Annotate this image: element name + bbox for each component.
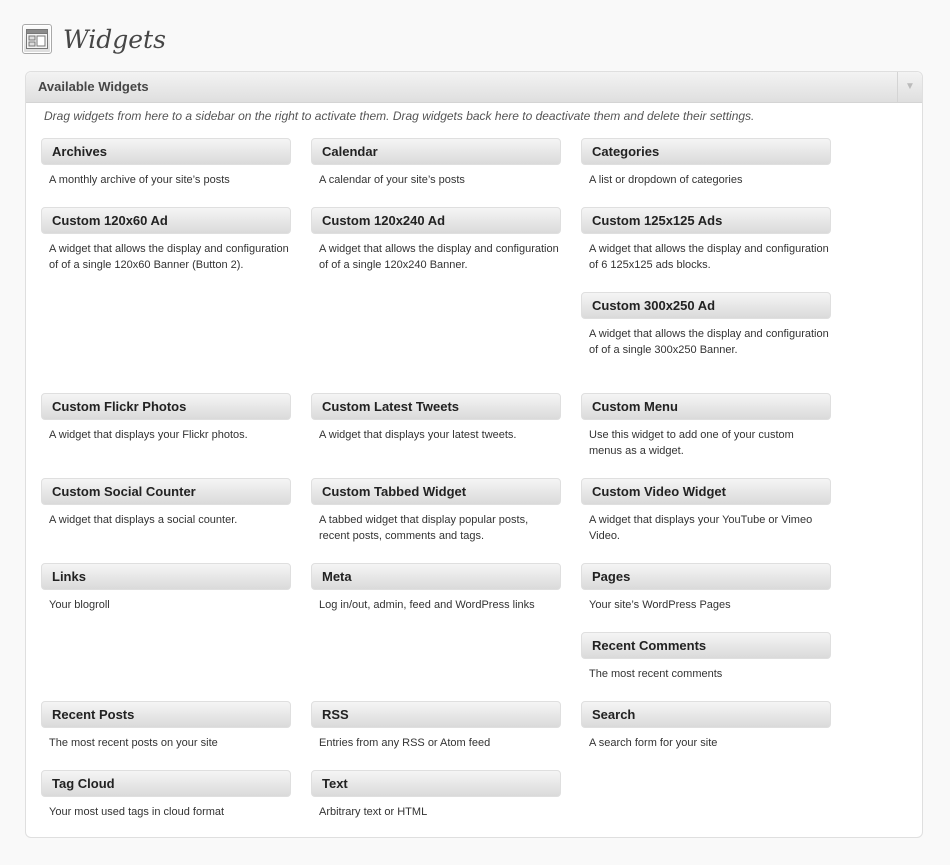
widget-title[interactable]: Calendar [311,138,561,165]
widget-title[interactable]: Custom Social Counter [41,478,291,505]
widget-calendar [311,138,561,188]
widget-description: Entries from any RSS or Atom feed [319,737,491,749]
widget-custom-120x240-ad [311,207,561,273]
widget-search [581,701,831,751]
widget-text [311,770,561,820]
widget-recent-posts [41,701,291,751]
widget-title[interactable]: Custom Menu [581,393,831,420]
widget-categories [581,138,831,188]
widget-custom-video-widget [581,478,831,544]
widget-meta [311,563,561,613]
widget-recent-comments [581,632,831,682]
widget-title[interactable]: Search [581,701,831,728]
widget-title[interactable]: Custom Latest Tweets [311,393,561,420]
widget-description: Your site’s WordPress Pages [589,599,731,611]
widget-description: A widget that displays your YouTube or Vimeo Video. [589,514,813,542]
widget-custom-latest-tweets [311,393,561,443]
widget-title[interactable]: Recent Comments [581,632,831,659]
widget-title[interactable]: Custom 120x60 Ad [41,207,291,234]
widget-custom-flickr-photos [41,393,291,443]
widget-description: Your blogroll [49,599,110,611]
widget-title[interactable]: Tag Cloud [41,770,291,797]
widget-title[interactable]: Custom 125x125 Ads [581,207,831,234]
widget-custom-300x250-ad [581,292,831,358]
widget-description: Your most used tags in cloud format [49,806,225,818]
widget-description: Arbitrary text or HTML [319,806,428,818]
widget-title[interactable]: Text [311,770,561,797]
widget-description: A widget that displays your Flickr photos. [49,429,248,441]
widget-title[interactable]: Categories [581,138,831,165]
widget-description: The most recent posts on your site [49,737,218,749]
panel-header[interactable] [26,72,922,103]
widget-title[interactable]: Custom 300x250 Ad [581,292,831,319]
widget-title[interactable]: Meta [311,563,561,590]
widget-title[interactable]: Links [41,563,291,590]
widget-description: A tabbed widget that display popular posts, recent posts, comments and tags. [319,514,529,542]
widget-description: A widget that allows the display and configuration of of a single 120x60 Banner (Button 2). [49,243,289,271]
panel-title: Available Widgets [38,79,149,94]
widget-rss [311,701,561,751]
triangle-down-icon[interactable]: ▼ [897,72,922,102]
widget-description: Use this widget to add one of your custom menus as a widget. [589,429,794,457]
widget-custom-menu [581,393,831,459]
widget-archives [41,138,291,188]
widget-title[interactable]: Custom Tabbed Widget [311,478,561,505]
widget-tag-cloud [41,770,291,820]
widget-title[interactable]: Custom Flickr Photos [41,393,291,420]
panel-description: Drag widgets from here to a sidebar on the right to activate them. Drag widgets back here to deactivate them and delete their settings. [44,109,755,123]
widget-description: The most recent comments [589,668,723,680]
widget-title[interactable]: Recent Posts [41,701,291,728]
widget-custom-125x125-ads [581,207,831,273]
widget-description: A widget that displays your latest tweets. [319,429,517,441]
available-widgets-panel [25,71,923,838]
widget-pages [581,563,831,613]
widget-description: A list or dropdown of categories [589,174,743,186]
widget-title[interactable]: Custom Video Widget [581,478,831,505]
widget-description: A search form for your site [589,737,718,749]
page-title: Widgets [63,25,166,54]
widget-description: A widget that allows the display and configuration of 6 125x125 ads blocks. [589,243,829,271]
widget-title[interactable]: Custom 120x240 Ad [311,207,561,234]
widget-title[interactable]: RSS [311,701,561,728]
widget-custom-120x60-ad [41,207,291,273]
widgets-icon [22,24,52,54]
widget-description: A widget that displays a social counter. [49,514,238,526]
widget-description: Log in/out, admin, feed and WordPress links [319,599,535,611]
widget-title[interactable]: Pages [581,563,831,590]
widget-title[interactable]: Archives [41,138,291,165]
widget-description: A widget that allows the display and configuration of of a single 120x240 Banner. [319,243,559,271]
widget-custom-tabbed-widget [311,478,561,544]
widget-links [41,563,291,613]
widget-description: A calendar of your site’s posts [319,174,465,186]
widget-description: A widget that allows the display and configuration of of a single 300x250 Banner. [589,328,829,356]
widget-custom-social-counter [41,478,291,528]
widget-description: A monthly archive of your site’s posts [49,174,230,186]
